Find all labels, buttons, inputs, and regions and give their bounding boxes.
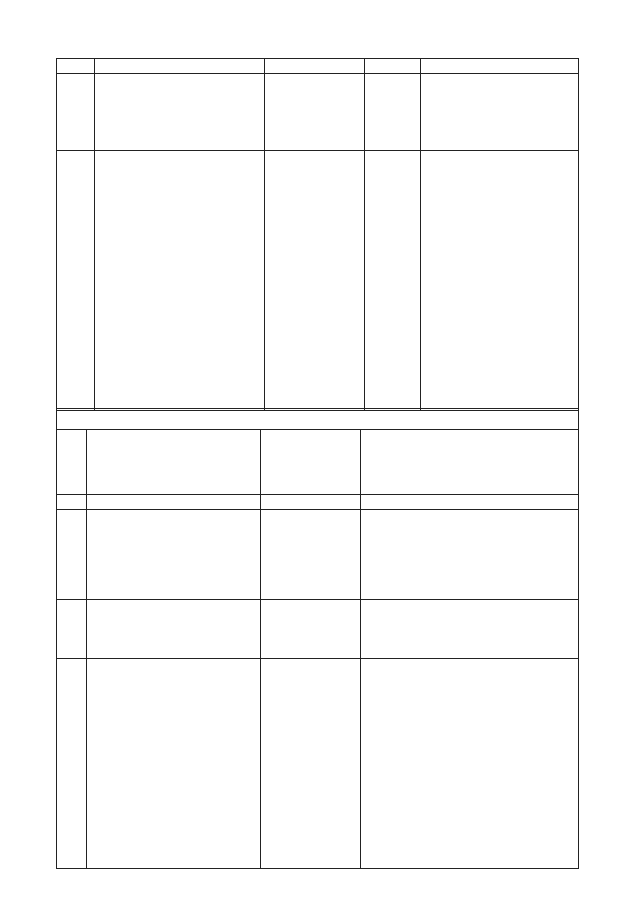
column-number — [421, 59, 579, 74]
column-number-row — [57, 59, 579, 74]
services-table — [56, 408, 579, 869]
service-description — [361, 600, 579, 659]
service-name — [87, 659, 261, 869]
services-table-continued — [56, 58, 579, 411]
header-row — [57, 430, 579, 495]
column-header-description — [361, 430, 579, 495]
column-number — [265, 59, 365, 74]
service-term — [265, 74, 365, 151]
row-number — [57, 600, 87, 659]
service-name — [87, 600, 261, 659]
service-description — [361, 659, 579, 869]
column-number — [361, 495, 579, 510]
service-term — [261, 600, 361, 659]
service-name — [95, 74, 265, 151]
service-quantity — [365, 74, 421, 151]
column-header-term — [261, 430, 361, 495]
section-title — [57, 409, 579, 430]
service-name — [87, 510, 261, 600]
table-row — [57, 659, 579, 869]
service-name — [95, 151, 265, 411]
column-number — [261, 495, 361, 510]
service-term — [265, 151, 365, 411]
column-number-row — [57, 495, 579, 510]
service-description — [361, 510, 579, 600]
row-number — [57, 151, 95, 411]
section-title-row — [57, 409, 579, 430]
table-row — [57, 600, 579, 659]
service-term — [261, 510, 361, 600]
table-row — [57, 151, 579, 411]
column-header-number — [57, 430, 87, 495]
service-term — [261, 659, 361, 869]
service-description — [421, 151, 579, 411]
table-row — [57, 510, 579, 600]
row-number — [57, 510, 87, 600]
service-description — [421, 74, 579, 151]
row-number — [57, 74, 95, 151]
column-number — [95, 59, 265, 74]
row-number — [57, 659, 87, 869]
column-number — [57, 59, 95, 74]
column-number — [57, 495, 87, 510]
column-header-name — [87, 430, 261, 495]
table-row — [57, 74, 579, 151]
column-number — [87, 495, 261, 510]
column-number — [365, 59, 421, 74]
service-quantity — [365, 151, 421, 411]
